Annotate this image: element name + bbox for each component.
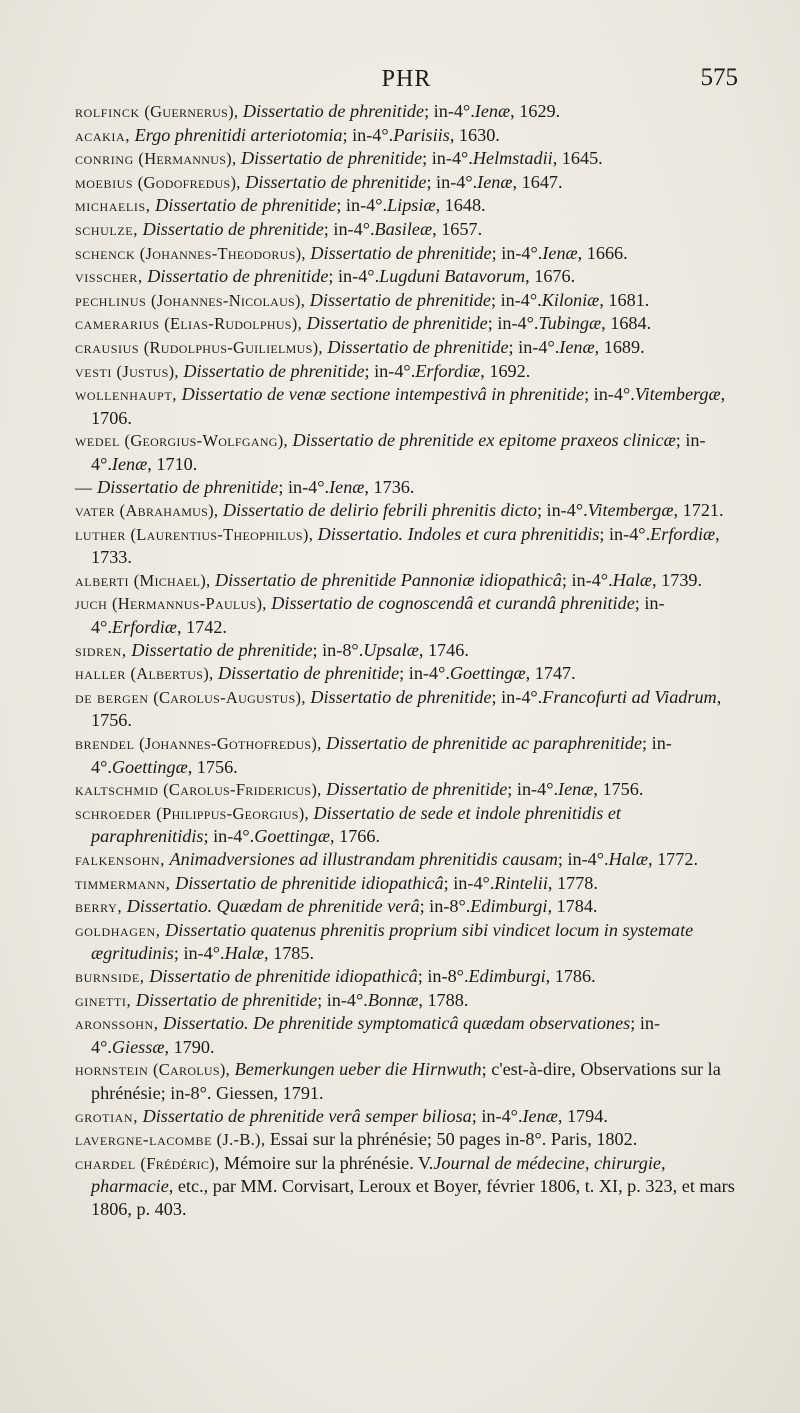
entry-author: visscher, <box>75 267 143 287</box>
entry-author: lavergne-lacombe <box>75 1130 213 1150</box>
entry-place: Ienæ <box>111 453 148 474</box>
entry-format: ; in-4°. <box>490 289 542 310</box>
entry-place: Francofurti ad Viadrum <box>542 686 717 707</box>
entry-author: burnside, <box>75 966 145 986</box>
entry-given-names: (J.-B.), <box>216 1130 266 1150</box>
entry-year: , 1733. <box>91 523 720 568</box>
entry-year: , 1786. <box>545 965 596 986</box>
page-header <box>75 60 738 100</box>
bibliography-entry <box>75 499 738 523</box>
entry-title: Dissertatio de venæ sectione intempestivâ in phrenitide <box>181 384 585 405</box>
bibliography-entry <box>75 289 738 313</box>
entry-year: , etc., par MM. Corvisart, Leroux et Boyer, février 1806, t. XI, p. 323, et mars 1806, p. 403. <box>91 1176 735 1219</box>
entry-format: ; in-4°. <box>584 384 635 405</box>
entry-title: Ergo phrenitidi arteriotomia <box>134 124 343 145</box>
entry-title: Dissertatio de phrenitide <box>240 148 423 169</box>
entry-place: Halæ <box>224 943 265 964</box>
entry-year: , 1648. <box>435 195 486 216</box>
entry-year: , 1692. <box>480 360 531 381</box>
entry-author: hornstein <box>75 1060 149 1080</box>
entry-title: Dissertatio de phrenitide ac paraphrenitide <box>326 733 643 754</box>
entry-given-names: (Elias-Rudolphus), <box>164 314 303 334</box>
entry-format: ; in-4°. <box>536 500 588 521</box>
entry-format: ; in-4°. <box>91 430 706 474</box>
bibliography-entry <box>75 1012 738 1058</box>
entry-given-names: (Rudolphus-Guilielmus), <box>143 337 323 357</box>
bibliography-entry <box>75 919 738 965</box>
entry-year: , 1785. <box>264 943 315 964</box>
entry-format: ; c'est-à-dire, Observations sur la phrénésie; in-8°. <box>91 1059 721 1103</box>
bibliography-entry <box>75 312 738 336</box>
entry-format: ; in-4°. <box>91 1013 661 1057</box>
entry-year: , 1676. <box>525 266 576 287</box>
entry-format: ; in-4°. <box>203 826 255 847</box>
entry-given-names: (Hermannus), <box>138 149 237 169</box>
entry-author: pechlinus <box>75 290 147 310</box>
entry-year: , 1788. <box>418 989 469 1010</box>
entry-title: Dissertatio quatenus phrenitis proprium sibi vindicet locum in systemate ægritudinis <box>91 919 694 964</box>
entry-format: ; in-4°. <box>491 242 543 263</box>
entry-format: Mémoire sur la phrénésie. V. <box>223 1152 434 1173</box>
bibliography-entry <box>75 592 738 638</box>
entry-place: Halæ <box>608 849 648 869</box>
entry-title: Dissertatio de phrenitide idiopathicâ <box>149 965 418 986</box>
bibliography-entry <box>75 989 738 1013</box>
entry-given-names: (Frédéric), <box>140 1153 220 1173</box>
entry-given-names: (Laurentius-Theophilus), <box>130 524 314 544</box>
entry-format: ; in-8°. <box>312 639 364 660</box>
entry-given-names: (Guernerus), <box>144 102 239 121</box>
entry-author: wollenhaupt, <box>75 385 178 405</box>
entry-author: camerarius <box>75 314 160 334</box>
entry-year: , 1756. <box>593 779 644 800</box>
bibliography-entry <box>75 218 738 242</box>
bibliography-entry <box>75 686 738 732</box>
entry-place: Ienæ <box>558 779 594 800</box>
entry-author: sidren, <box>75 640 127 660</box>
bibliography-entry <box>75 194 738 218</box>
entry-title: Dissertatio de delirio febrili phrenitis dicto <box>222 500 537 521</box>
entry-place: Giessæ <box>111 1036 165 1057</box>
entry-given-names: (Godofredus), <box>137 172 241 192</box>
bibliography-list <box>75 100 738 1221</box>
entry-given-names: (Carolus), <box>152 1060 231 1080</box>
entry-year: , 1647. <box>512 171 563 192</box>
entry-year: , 1784. <box>547 896 598 917</box>
page-number: 575 <box>700 64 738 91</box>
entry-author: schroeder <box>75 803 152 823</box>
entry-title: Dissertatio de cognoscendâ et curandâ phrenitide <box>271 593 635 614</box>
entry-given-names: (Carolus-Fridericus), <box>163 780 322 800</box>
entry-given-names: (Hermannus-Paulus), <box>111 594 267 614</box>
entry-year: , 1790. <box>164 1036 215 1057</box>
entry-place: Goettingæ <box>449 663 526 684</box>
entry-author: de bergen <box>75 687 149 707</box>
entry-place: Rintelii <box>494 872 548 893</box>
entry-format: ; in-4°. <box>443 872 495 893</box>
entry-year: , 1739. <box>652 569 703 590</box>
bibliography-entry <box>75 265 738 289</box>
entry-year: , 1629. <box>510 101 561 121</box>
entry-given-names: (Johannes-Theodorus), <box>139 243 306 263</box>
entry-title: Dissertatio de phrenitide <box>135 989 318 1010</box>
entry-format: ; in-4°. <box>399 663 450 684</box>
entry-title: Dissertatio de phrenitide <box>309 289 491 310</box>
entry-title: Dissertatio de phrenitide <box>306 313 488 334</box>
entry-format: ; in-4°. <box>173 943 225 964</box>
entry-place: Bonnæ <box>367 989 419 1010</box>
entry-place: Erfordiæ <box>111 617 177 638</box>
entry-place: Erfordiæ <box>415 360 481 381</box>
entry-format: ; in-4°. <box>422 148 473 169</box>
entry-title: Dissertatio de sede et indole phrenitidis et paraphrenitidis <box>91 802 621 847</box>
entry-format: ; in-4°. <box>317 989 368 1010</box>
entry-author: acakia, <box>75 125 131 145</box>
entry-author: chardel <box>75 1153 136 1173</box>
entry-title: Bemerkungen ueber die Hirnwuth <box>234 1059 482 1080</box>
entry-year: , 1710. <box>147 453 198 474</box>
entry-format: ; in-4°. <box>507 779 559 800</box>
entry-format: ; in-4°. <box>323 218 375 239</box>
entry-given-names: (Philippus-Georgius), <box>156 803 309 823</box>
entry-author: schulze, <box>75 219 139 239</box>
entry-author: timmermann, <box>75 873 171 893</box>
entry-place: Parisiis <box>393 124 450 145</box>
bibliography-entry <box>75 523 738 569</box>
entry-given-names: (Michael), <box>133 570 211 590</box>
entry-given-names: (Johannes-Nicolaus), <box>150 290 306 310</box>
entry-place: Ienæ <box>474 101 511 121</box>
entry-year: , 1666. <box>577 242 628 263</box>
entry-author: falkensohn, <box>75 850 165 869</box>
entry-format: ; in-4°. <box>342 124 394 145</box>
entry-title: Dissertatio de phrenitide Pannoniæ idiopathicâ <box>215 569 562 590</box>
entry-year: Giessen, 1791. <box>211 1082 324 1103</box>
entry-place: Ienæ <box>559 336 595 357</box>
bibliography-entry <box>75 336 738 360</box>
entry-format: ; in-4°. <box>424 101 475 121</box>
entry-format: ; in-4°. <box>364 360 416 381</box>
bibliography-entry <box>75 1058 738 1104</box>
entry-place: Goettingæ <box>254 826 330 847</box>
bibliography-entry <box>75 147 738 171</box>
entry-format: ; in-4°. <box>426 171 478 192</box>
entry-year: , 1630. <box>449 124 500 145</box>
entry-title: Dissertatio de phrenitide <box>147 266 329 287</box>
entry-year: , 1766. <box>330 826 381 847</box>
entry-title: Dissertatio. De phrenitide symptomaticâ quædam observationes <box>163 1013 631 1034</box>
entry-author: schenck <box>75 243 136 263</box>
entry-year: , 1689. <box>594 336 645 357</box>
entry-author: kaltschmid <box>75 780 159 800</box>
entry-author: goldhagen, <box>75 920 161 940</box>
entry-place: Kiloniæ <box>541 289 600 310</box>
entry-author: juch <box>75 594 108 614</box>
entry-title: Dissertatio de phrenitide verâ semper biliosa <box>142 1105 472 1126</box>
entry-title: Dissertatio de phrenitide <box>97 476 279 497</box>
entry-title: Dissertatio de phrenitide <box>245 171 427 192</box>
entry-place: Ienæ <box>329 476 365 497</box>
entry-author: berry, <box>75 897 123 917</box>
entry-year: , 1684. <box>601 313 652 334</box>
bibliography-entry <box>75 1152 738 1221</box>
bibliography-entry <box>75 802 738 848</box>
entry-place: Edimburgi <box>470 896 548 917</box>
entry-author: wedel <box>75 431 120 451</box>
entry-place: Helmstadii <box>472 148 553 169</box>
bibliography-entry <box>75 171 738 195</box>
entry-year: , 1681. <box>599 289 650 310</box>
entry-format: ; in-4°. <box>491 686 543 707</box>
entry-author: conring <box>75 149 134 169</box>
entry-format: ; in-4°. <box>91 733 672 777</box>
entry-format: ; in-4°. <box>91 593 665 638</box>
entry-given-names: (Carolus-Augustus), <box>153 687 306 707</box>
entry-format: ; in-4°. <box>557 849 609 869</box>
entry-title: Dissertatio de phrenitide idiopathicâ <box>175 872 444 893</box>
entry-format: ; in-4°. <box>471 1105 523 1126</box>
entry-title: Dissertatio de phrenitide <box>326 779 508 800</box>
entry-place: Basileæ <box>374 218 433 239</box>
entry-year: , 1706. <box>91 384 726 428</box>
entry-author: moebius <box>75 172 134 192</box>
bibliography-entry <box>75 872 738 896</box>
entry-author: — <box>75 477 93 497</box>
bibliography-entry <box>75 360 738 384</box>
entry-year: , 1778. <box>547 872 598 893</box>
entry-format: ; in-8°. <box>417 965 469 986</box>
entry-given-names: (Johannes-Gothofredus), <box>139 734 322 754</box>
bibliography-entry <box>75 639 738 663</box>
entry-title: Dissertatio de phrenitide <box>310 242 492 263</box>
bibliography-entry <box>75 124 738 148</box>
entry-author: vesti <box>75 361 112 381</box>
bibliography-entry <box>75 100 738 124</box>
bibliography-entry <box>75 732 738 778</box>
entry-title: Dissertatio de phrenitide <box>242 101 425 121</box>
bibliography-entry <box>75 242 738 266</box>
entry-place: Upsalæ <box>363 639 419 660</box>
entry-title: Dissertatio de phrenitide <box>183 360 365 381</box>
entry-place: Vitembergæ <box>587 500 674 521</box>
bibliography-entry <box>75 383 738 429</box>
entry-author: luther <box>75 524 126 544</box>
entry-author: vater <box>75 501 116 521</box>
bibliography-entry <box>75 848 738 872</box>
entry-year: , 1645. <box>552 148 603 169</box>
entry-format: ; in-4°. <box>328 266 380 287</box>
entry-place: Ienæ <box>542 242 578 263</box>
entry-format: ; in-4°. <box>599 523 651 544</box>
entry-author: grotian, <box>75 1106 139 1126</box>
entry-author: rolfinck <box>75 102 140 121</box>
entry-year: , 1772. <box>647 849 698 869</box>
entry-given-names: (Georgius-Wolfgang), <box>124 431 288 451</box>
entry-place: Tubingæ <box>538 313 602 334</box>
bibliography-entry <box>75 895 738 919</box>
entry-place: Ienæ <box>477 171 513 192</box>
entry-author: alberti <box>75 570 130 590</box>
entry-author: aronssohn, <box>75 1014 159 1034</box>
bibliography-entry <box>75 569 738 593</box>
entry-format: ; in-8°. <box>419 896 471 917</box>
entry-title: Dissertatio de phrenitide <box>327 336 509 357</box>
entry-given-names: (Abrahamus), <box>119 501 219 521</box>
entry-format: ; in-4°. <box>561 569 613 590</box>
entry-place: Vitembergæ <box>634 384 721 405</box>
entry-place: Lugduni Batavorum <box>379 266 526 287</box>
bibliography-entry <box>75 1128 738 1152</box>
entry-place: Journal de médecine, chirurgie, pharmacie <box>91 1152 666 1197</box>
entry-place: Edimburgi <box>468 965 546 986</box>
entry-title: Dissertatio de phrenitide ex epitome praxeos clinicæ <box>292 430 676 451</box>
entry-year: , 1756. <box>91 686 722 731</box>
entry-format: ; in-4°. <box>487 313 539 334</box>
entry-format: ; in-4°. <box>336 195 388 216</box>
entry-author: michaelis, <box>75 196 151 216</box>
entry-title: Dissertatio de phrenitide <box>217 663 400 684</box>
running-head: PHR <box>381 66 432 92</box>
bibliography-entry <box>75 429 738 475</box>
entry-author: brendel <box>75 734 135 754</box>
bibliography-entry <box>75 476 738 500</box>
entry-format: ; in-4°. <box>278 476 330 497</box>
entry-title: Animadversiones ad illustrandam phrenitidis causam <box>169 849 558 869</box>
entry-year: , 1657. <box>432 218 483 239</box>
entry-place: Lipsiæ <box>387 195 436 216</box>
entry-author: haller <box>75 664 126 684</box>
entry-title: Dissertatio de phrenitide <box>155 195 337 216</box>
entry-place: Erfordiæ <box>650 523 716 544</box>
entry-year: , 1794. <box>557 1105 608 1126</box>
entry-given-names: (Justus), <box>116 361 179 381</box>
entry-year: , 1747. <box>525 663 576 684</box>
entry-year: , 1736. <box>364 476 415 497</box>
entry-title: Dissertatio. Indoles et cura phrenitidis <box>317 523 600 544</box>
entry-year: , 1756. <box>187 756 238 777</box>
entry-author: ginetti, <box>75 990 132 1010</box>
entry-title: Dissertatio. Quædam de phrenitide verâ <box>126 896 420 917</box>
entry-title: Dissertatio de phrenitide <box>131 639 313 660</box>
entry-year: , 1742. <box>176 617 227 638</box>
entry-format: ; in-4°. <box>508 336 560 357</box>
entry-year: , 1746. <box>418 639 469 660</box>
entry-title: Dissertatio de phrenitide <box>142 218 324 239</box>
entry-format: Essai sur la phrénésie; 50 pages in-8°. Paris, 1802. <box>269 1129 638 1150</box>
bibliography-entry <box>75 778 738 802</box>
entry-place: Halæ <box>612 569 653 590</box>
entry-place: Goettingæ <box>111 756 188 777</box>
bibliography-entry <box>75 1105 738 1129</box>
entry-title: Dissertatio de phrenitide <box>310 686 492 707</box>
bibliography-entry <box>75 965 738 989</box>
entry-given-names: (Albertus), <box>130 664 214 684</box>
bibliography-entry <box>75 662 738 686</box>
entry-year: , 1721. <box>673 500 724 521</box>
entry-author: crausius <box>75 337 140 357</box>
entry-place: Ienæ <box>522 1105 558 1126</box>
